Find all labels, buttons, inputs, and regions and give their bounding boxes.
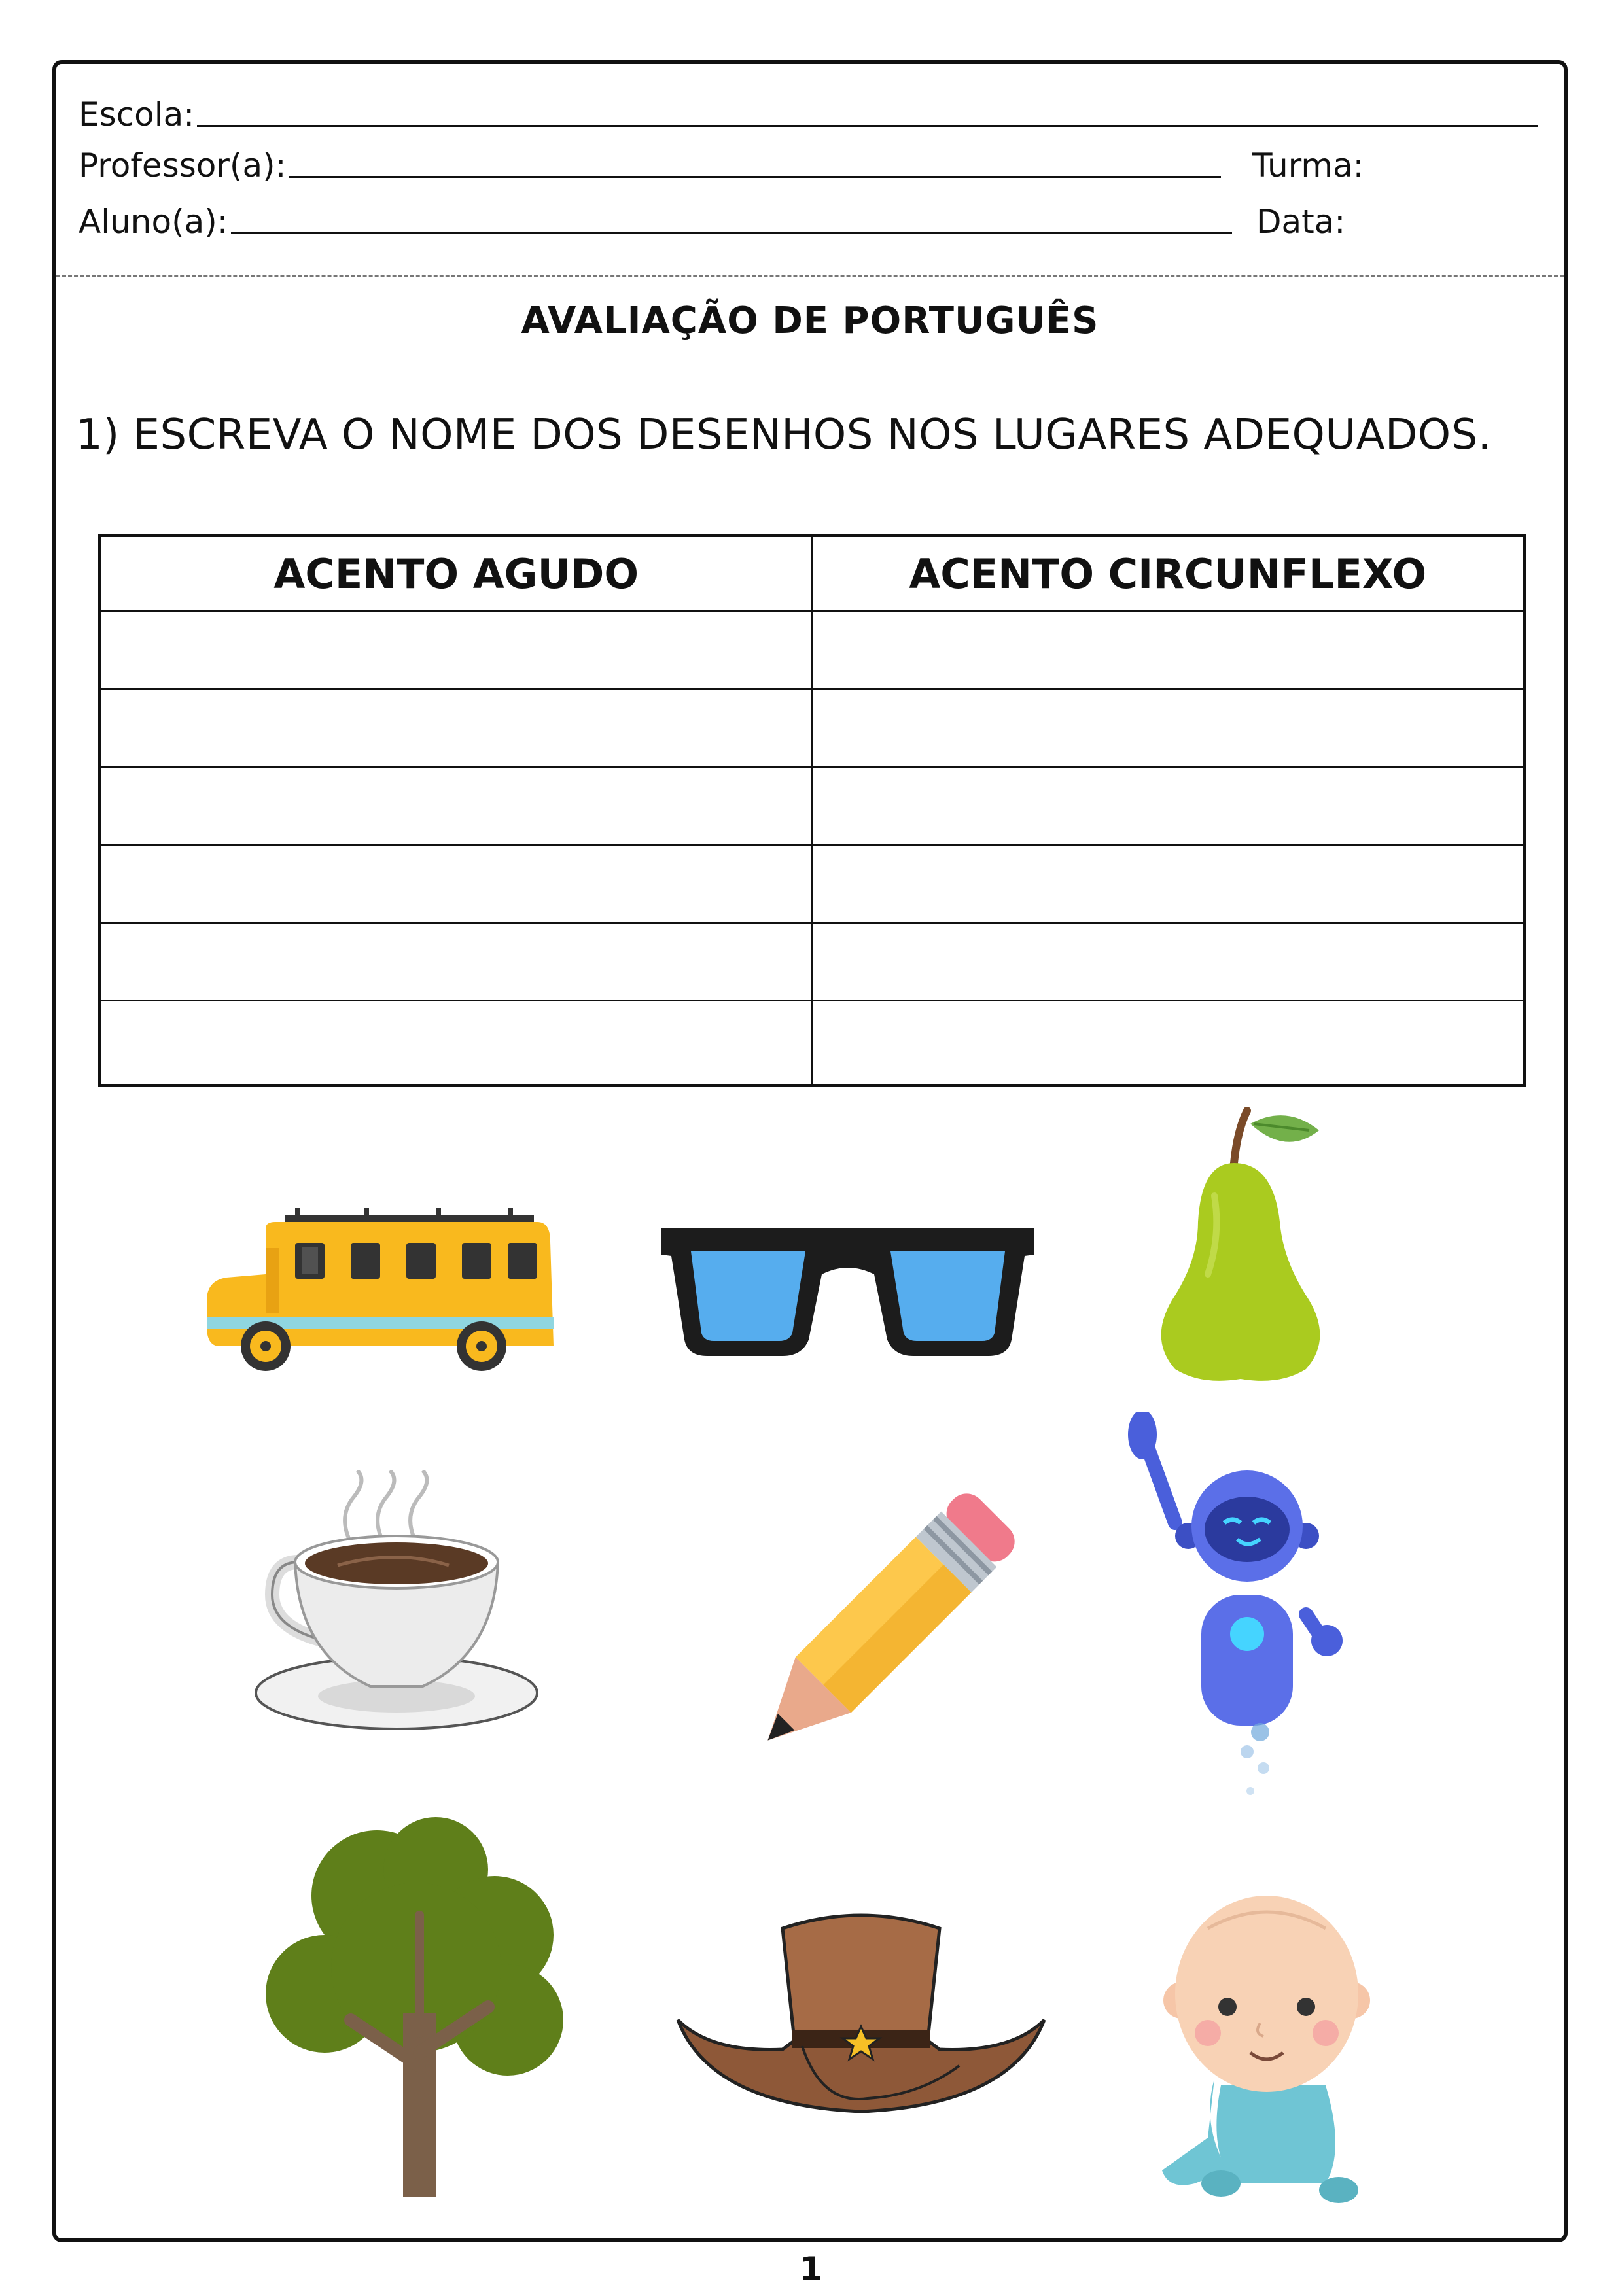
answer-cell[interactable] <box>100 923 813 1001</box>
teacher-line[interactable] <box>289 176 1221 178</box>
robot-image <box>1103 1412 1378 1843</box>
table-row <box>100 1001 1525 1086</box>
student-line[interactable] <box>231 232 1232 234</box>
tree-image <box>253 1817 580 2197</box>
page-number: 1 <box>800 2250 822 2288</box>
sunglasses-image <box>658 1215 1038 1372</box>
answer-cell[interactable] <box>100 1001 813 1086</box>
column-header-agudo: ACENTO AGUDO <box>100 536 813 612</box>
table-row <box>100 845 1525 923</box>
baby-image <box>1129 1876 1404 2216</box>
table-row <box>100 767 1525 845</box>
answer-cell[interactable] <box>100 612 813 689</box>
column-header-circunflexo: ACENTO CIRCUNFLEXO <box>812 536 1525 612</box>
answer-cell[interactable] <box>100 767 813 845</box>
bus-image <box>200 1202 567 1392</box>
question-text: 1) ESCREVA O NOME DOS DESENHOS NOS LUGARES ADEQUADOS. <box>76 411 1492 459</box>
date-label: Data: <box>1256 203 1346 241</box>
teacher-label: Professor(a): <box>79 147 287 184</box>
cowboy-hat-image <box>671 1909 1051 2151</box>
class-label: Turma: <box>1252 147 1364 184</box>
pencil-image <box>724 1484 1025 1784</box>
page-title: AVALIAÇÃO DE PORTUGUÊS <box>521 300 1099 342</box>
answer-cell[interactable] <box>812 689 1525 767</box>
answer-cell[interactable] <box>812 767 1525 845</box>
date-row <box>1256 203 1345 241</box>
table-row <box>100 689 1525 767</box>
school-row <box>79 96 1538 133</box>
answer-cell[interactable] <box>100 845 813 923</box>
table-row <box>100 612 1525 689</box>
school-label: Escola: <box>79 96 195 133</box>
answer-cell[interactable] <box>812 845 1525 923</box>
accent-table <box>98 534 1526 1087</box>
answer-cell[interactable] <box>812 923 1525 1001</box>
answer-cell[interactable] <box>100 689 813 767</box>
class-row <box>1252 147 1364 184</box>
school-line[interactable] <box>197 125 1538 127</box>
answer-cell[interactable] <box>812 612 1525 689</box>
pear-image <box>1142 1104 1339 1385</box>
student-label: Aluno(a): <box>79 203 228 241</box>
teacher-row <box>79 147 1221 184</box>
student-row <box>79 203 1232 241</box>
header-divider <box>56 275 1564 277</box>
worksheet-frame <box>52 60 1568 2242</box>
answer-cell[interactable] <box>812 1001 1525 1086</box>
coffee-cup-image <box>253 1470 554 1732</box>
table-row <box>100 923 1525 1001</box>
